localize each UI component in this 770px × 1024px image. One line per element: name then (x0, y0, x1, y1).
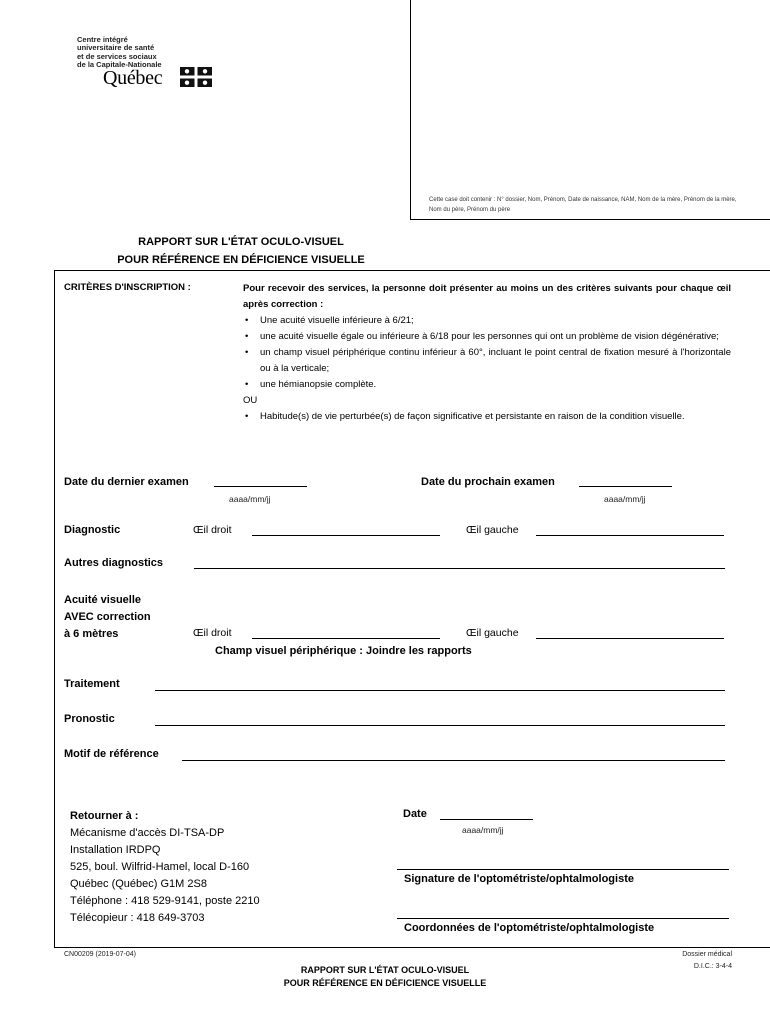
prognosis-label: Pronostic (64, 713, 115, 725)
criteria-block (243, 281, 731, 425)
treatment-label: Traitement (64, 678, 120, 690)
acuity-label (64, 592, 151, 643)
criteria-item: • une hémianopsie complète. (243, 377, 731, 393)
criteria-item: • Habitude(s) de vie perturbée(s) de façon significative et persistante en raison de la condition visuelle. (243, 409, 731, 425)
logo-line: et de services sociaux (77, 51, 157, 61)
next-exam-field[interactable] (579, 486, 672, 487)
diagnostic-left-eye-label: Œil gauche (466, 524, 519, 536)
return-address (70, 808, 260, 927)
signature-label: Signature de l'optométriste/ophtalmologiste (404, 873, 634, 885)
form-code: CN00209 (2019-07-04) (64, 951, 136, 958)
acuity-left-eye-label: Œil gauche (466, 627, 519, 639)
acuity-right-eye-field[interactable] (252, 638, 440, 639)
id-box-note: Cette case doit contenir : N° dossier, Nom, Prénom, Date de naissance, NAM, Nom de la mère, Prénom de la mère, Nom du père, Prénom du père (429, 197, 737, 213)
address-line: 525, boul. Wilfrid-Hamel, local D-160 (70, 861, 250, 873)
dic-code: D.I.C.: 3-4-4 (693, 963, 732, 970)
referral-reason-label: Motif de référence (64, 748, 159, 760)
criteria-list (243, 313, 731, 393)
prognosis-field[interactable] (155, 725, 725, 726)
address-line: Installation IRDPQ (70, 844, 161, 856)
address-line: Téléphone : 418 529-9141, poste 2210 (70, 895, 260, 907)
page-title-line1: RAPPORT SUR L'ÉTAT OCULO-VISUEL (138, 236, 344, 248)
logo-quebec-word: Québec (103, 67, 163, 89)
diagnostic-right-eye-field[interactable] (252, 535, 440, 536)
logo-organization (77, 36, 162, 70)
footer-title-line2: POUR RÉFÉRENCE EN DÉFICIENCE VISUELLE (283, 978, 487, 988)
diagnostic-label: Diagnostic (64, 524, 121, 536)
next-exam-format: aaaa/mm/jj (604, 494, 646, 504)
criteria-list-extra (243, 409, 731, 425)
criteria-item: • une acuité visuelle égale ou inférieure à 6/18 pour les personnes qui ont un problème de vision dégénérative; (243, 329, 731, 345)
criteria-intro: Pour recevoir des services, la personne doit présenter au moins un des critères suivants pour chaque œil après correction : (243, 283, 731, 310)
address-line: Mécanisme d'accès DI-TSA-DP (70, 827, 225, 839)
quebec-flag-icon (180, 67, 212, 87)
criteria-label: CRITÈRES D'INSCRIPTION : (64, 282, 191, 293)
acuity-right-eye-label: Œil droit (193, 627, 232, 639)
other-diagnostics-label: Autres diagnostics (64, 557, 164, 569)
logo-line: de la Capitale-Nationale (77, 60, 162, 70)
signature-field[interactable] (397, 869, 729, 870)
contact-field[interactable] (397, 918, 729, 919)
logo-line: Centre intégré (77, 35, 128, 44)
next-exam-label: Date du prochain examen (421, 476, 555, 488)
peripheral-field-note: Champ visuel périphérique : Joindre les rapports (215, 645, 472, 657)
return-label: Retourner à : (70, 810, 139, 822)
logo-line: universitaire de santé (77, 43, 155, 53)
criteria-item: • Une acuité visuelle inférieure à 6/21; (243, 313, 731, 329)
criteria-item: • un champ visuel périphérique continu inférieur à 60°, incluant le point central de fixation mesuré à l'horizontale ou à la verticale; (243, 345, 731, 377)
criteria-or: OU (243, 395, 258, 406)
diagnostic-right-eye-label: Œil droit (193, 524, 232, 536)
dossier-label: Dossier médical (682, 951, 732, 958)
address-line: Québec (Québec) G1M 2S8 (70, 878, 207, 890)
other-diagnostics-field[interactable] (194, 568, 725, 569)
page-title-line2: POUR RÉFÉRENCE EN DÉFICIENCE VISUELLE (117, 254, 365, 266)
last-exam-label: Date du dernier examen (64, 476, 189, 488)
date-label: Date (403, 808, 427, 820)
footer-title-line1: RAPPORT SUR L'ÉTAT OCULO-VISUEL (300, 965, 470, 975)
contact-label: Coordonnées de l'optométriste/ophtalmologiste (404, 922, 655, 934)
acuity-left-eye-field[interactable] (536, 638, 724, 639)
patient-id-box[interactable] (410, 0, 770, 220)
last-exam-field[interactable] (214, 486, 307, 487)
address-line: Télécopieur : 418 649-3703 (70, 912, 205, 924)
date-field[interactable] (440, 819, 533, 820)
diagnostic-left-eye-field[interactable] (536, 535, 724, 536)
last-exam-format: aaaa/mm/jj (229, 494, 271, 504)
date-format: aaaa/mm/jj (462, 825, 504, 835)
referral-reason-field[interactable] (182, 760, 725, 761)
treatment-field[interactable] (155, 690, 725, 691)
acuity-label-line: AVEC correction (64, 611, 151, 623)
acuity-label-line: à 6 mètres (64, 628, 119, 640)
acuity-label-line: Acuité visuelle (64, 594, 142, 606)
